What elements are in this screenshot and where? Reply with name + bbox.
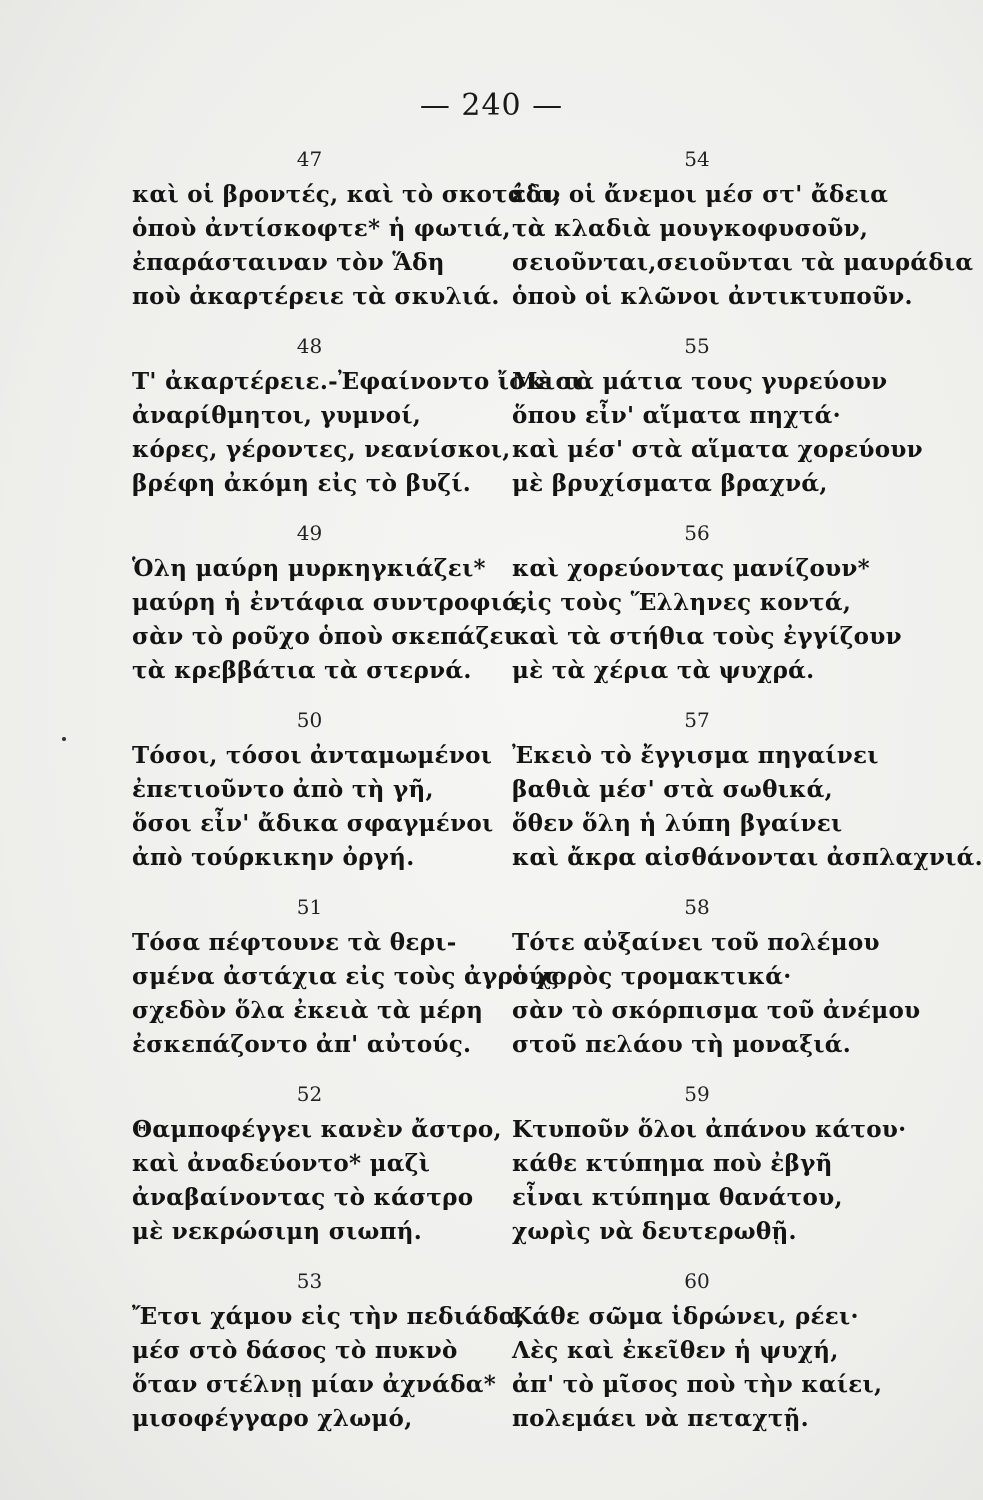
verse-line: ὁποὺ ἀντίσκοφτε* ἡ φωτιά,	[132, 215, 511, 242]
stanza-number: 51	[296, 895, 323, 919]
stanza	[132, 888, 568, 1075]
stanza	[132, 514, 532, 701]
verse-line: μαύρη ἡ ἐντάφια συντροφιά,	[132, 589, 529, 616]
stanza-number: 52	[296, 1082, 323, 1106]
verse-line: σμένα ἀστάχια εἰς τοὺς ἀγρούς·	[132, 963, 568, 990]
verse-line: Ἔτσι χάμου εἰς τὴν πεδιάδα,	[132, 1303, 526, 1330]
verse-line: ὅσοι εἶν' ἄδικα σφαγμένοι	[132, 810, 494, 837]
verse-line: Κτυποῦν ὅλοι ἀπάνου κάτου·	[512, 1116, 907, 1143]
verse-line: καὶ τὰ στήθια τοὺς ἐγγίζουν	[512, 623, 902, 650]
verse-line: εἶναι κτύπημα θανάτου,	[512, 1184, 843, 1211]
stanza	[132, 701, 532, 888]
verse-line: ὁ χορὸς τρομακτικά·	[512, 963, 792, 990]
stanza-number: 59	[684, 1082, 710, 1106]
verse-line: μὲ τὰ χέρια τὰ ψυχρά.	[512, 657, 815, 684]
verse-line: ποὺ ἀκαρτέρειε τὰ σκυλιά.	[132, 283, 500, 310]
stanza-number: 54	[684, 147, 710, 171]
verse-line: Τόσα πέφτουνε τὰ θερι-	[132, 929, 457, 956]
verse-line: πολεμάει νὰ πεταχτῇ.	[512, 1405, 809, 1432]
verse-line: εἰς τοὺς Ἕλληνες κοντά,	[512, 589, 852, 616]
verse-line: ὁποὺ οἱ κλῶνοι ἀντικτυποῦν.	[512, 283, 913, 310]
stanza-number: 56	[684, 521, 710, 545]
verse-line: ἐσκεπάζοντο ἀπ' αὐτούς.	[132, 1031, 472, 1058]
verse-line: καὶ χορεύοντας μανίζουν*	[512, 555, 870, 582]
verse-line: σειοῦνται,σειοῦνται τὰ μαυράδια	[512, 249, 974, 276]
right-column	[512, 140, 983, 1449]
verse-line: τὰ κλαδιὰ μουγκοφυσοῦν,	[512, 215, 869, 242]
verse-line: κάθε κτύπημα ποὺ ἐβγῆ	[512, 1150, 833, 1177]
verse-line: Κάθε σῶμα ἱδρώνει, ρέει·	[512, 1303, 859, 1330]
verse-line: στοῦ πελάου τὴ μοναξιά.	[512, 1031, 852, 1058]
verse-line: ἀπὸ τούρκικην ὀργή.	[132, 844, 415, 871]
stanza	[132, 140, 562, 327]
verse-line: Θαμποφέγγει κανὲν ἄστρο,	[132, 1116, 502, 1143]
stanza-number: 48	[296, 334, 323, 358]
verse-line: βρέφη ἀκόμη εἰς τὸ βυζί.	[132, 470, 472, 497]
verse-line: ἀπ' τὸ μῖσος ποὺ τὴν καίει,	[512, 1371, 883, 1398]
stanza-number: 47	[296, 147, 323, 171]
verse-line: καὶ οἱ βροντές, καὶ τὸ σκοτάδι,	[132, 181, 562, 208]
verse-line: ἐπετιοῦντο ἀπὸ τὴ γῆ,	[132, 776, 434, 803]
verse-line: καὶ ἄκρα αἰσθάνονται ἀσπλαχνιά.	[512, 844, 983, 871]
verse-line: σὰν τὸ ροῦχο ὁποὺ σκεπάζει	[132, 623, 516, 650]
stanza-number: 60	[684, 1269, 710, 1293]
verse-line: σὰν τὸ σκόρπισμα τοῦ ἀνέμου	[512, 997, 921, 1024]
stanza	[512, 1075, 912, 1262]
verse-line: ὅπου εἶν' αἵματα πηχτά·	[512, 402, 841, 429]
verse-line: ἐὰν οἱ ἄνεμοι μέσ στ' ἄδεια	[512, 181, 889, 208]
stanza-number: 57	[684, 708, 710, 732]
stanza	[512, 888, 921, 1075]
stanza	[512, 140, 974, 327]
verse-line: Τόσοι, τόσοι ἀνταμωμένοι	[132, 742, 493, 769]
stanza-number: 55	[684, 334, 710, 358]
verse-line: μισοφέγγαρο χλωμό,	[132, 1405, 413, 1432]
stanza-number: 50	[296, 708, 323, 732]
verse-line: Μὲ τὰ μάτια τους γυρεύουν	[512, 368, 888, 395]
verse-line: Τ' ἀκαρτέρειε.-Ἐφαίνοντο ἴσκιοι	[132, 368, 583, 395]
verse-line: μέσ στὸ δάσος τὸ πυκνὸ	[132, 1337, 458, 1364]
left-column	[132, 140, 583, 1449]
verse-line: σχεδὸν ὅλα ἐκειὰ τὰ μέρη	[132, 997, 484, 1024]
verse-line: Ὁλη μαύρη μυρκηγκιάζει*	[132, 555, 486, 582]
ink-speck	[62, 737, 66, 741]
verse-line: Λὲς καὶ ἐκεῖθεν ἡ ψυχή,	[512, 1337, 839, 1364]
verse-line: ἀναρίθμητοι, γυμνοί,	[132, 402, 422, 429]
verse-line: κόρες, γέροντες, νεανίσκοι,	[132, 436, 511, 463]
verse-line: μὲ νεκρώσιμη σιωπή.	[132, 1218, 423, 1245]
verse-line: Τότε αὐξαίνει τοῦ πολέμου	[512, 929, 880, 956]
verse-line: ἐπαράσταιναν τὸν Ἅδη	[132, 249, 445, 276]
stanza	[512, 514, 912, 701]
verse-line: ὅταν στέλνῃ μίαν ἀχνάδα*	[132, 1371, 497, 1398]
verse-line: ὅθεν ὅλη ἡ λύπη βγαίνει	[512, 810, 843, 837]
stanza	[132, 327, 583, 514]
verse-line: Ἐκειὸ τὸ ἔγγισμα πηγαίνει	[512, 742, 879, 769]
stanza-number: 53	[296, 1269, 323, 1293]
verse-line: καὶ μέσ' στὰ αἵματα χορεύουν	[512, 436, 923, 463]
stanza	[132, 1075, 532, 1262]
stanza	[512, 1262, 912, 1449]
stanza	[512, 327, 923, 514]
verse-line: τὰ κρεββάτια τὰ στερνά.	[132, 657, 472, 684]
stanza	[132, 1262, 532, 1449]
stanza-number: 58	[684, 895, 710, 919]
page-number: — 240 —	[419, 88, 564, 123]
verse-line: μὲ βρυχίσματα βραχνά,	[512, 470, 828, 497]
stanza-number: 49	[296, 521, 323, 545]
stanza	[512, 701, 983, 888]
verse-line: χωρὶς νὰ δευτερωθῇ.	[512, 1218, 797, 1245]
verse-line: ἀναβαίνοντας τὸ κάστρο	[132, 1184, 474, 1211]
verse-line: καὶ ἀναδεύοντο* μαζὶ	[132, 1150, 431, 1177]
verse-line: βαθιὰ μέσ' στὰ σωθικά,	[512, 776, 833, 803]
